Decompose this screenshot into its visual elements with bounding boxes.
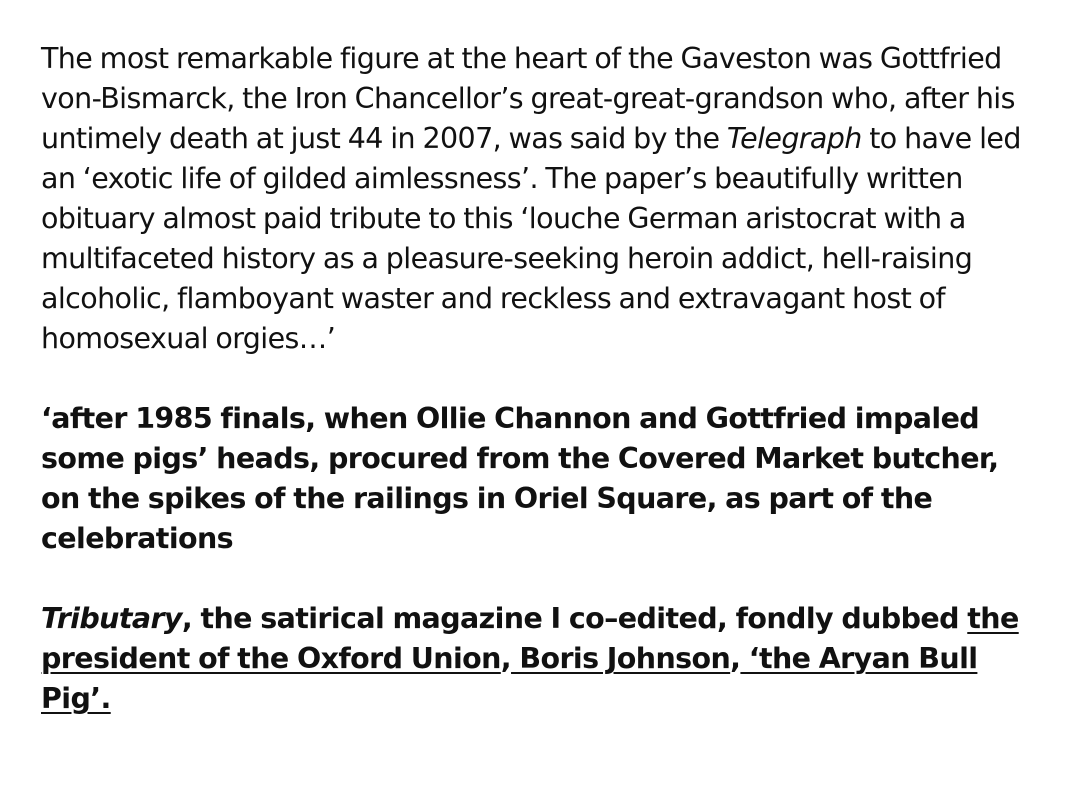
paragraph-obituary (41, 39, 1041, 359)
underlined-link-boris-johnson[interactable]: Boris Johnson (511, 642, 731, 675)
separator-comma: , (500, 642, 512, 675)
underlined-link-oxford-union[interactable]: the president of the Oxford Union (41, 602, 1019, 675)
paragraph-obituary-rest: to have led an ‘exotic life of gilded aimlessness’. The paper’s beautifully written obituary almost paid tribute to this ‘louche German aristocrat with a multifaceted history as a pleasure-seeking heroin addict, hell-raising alcoholic, flamboyant waster and reckless and extravagant host of homosexual orgies…’ (41, 122, 1021, 355)
magazine-name: Tributary (41, 602, 182, 635)
paragraph-tributary-middle: , the satirical magazine I co–edited, fondly dubbed (181, 602, 968, 635)
paragraph-pigs-heads-text: ‘after 1985 finals, when Ollie Channon and Gottfried impaled some pigs’ heads, procured from the Covered Market butcher, on the spikes of the railings in Oriel Square, as part of the celebrations (41, 402, 999, 555)
paragraph-spacer (41, 359, 1041, 399)
paragraph-spacer (41, 559, 1041, 599)
publication-name: Telegraph (726, 122, 862, 155)
paragraph-pigs-heads (41, 399, 1041, 559)
paragraph-tributary (41, 599, 1041, 719)
separator-comma: , (730, 642, 741, 675)
underlined-link-aryan-bull-pig[interactable]: ‘the Aryan Bull Pig’. (41, 642, 978, 715)
paragraph-obituary-intro: The most remarkable figure at the heart of the Gaveston was Gottfried von-Bismarck, the Iron Chancellor’s great-great-grandson who, after his untimely death at just 44 in 2007, was said by the (41, 42, 1015, 155)
document-body (41, 39, 1041, 719)
